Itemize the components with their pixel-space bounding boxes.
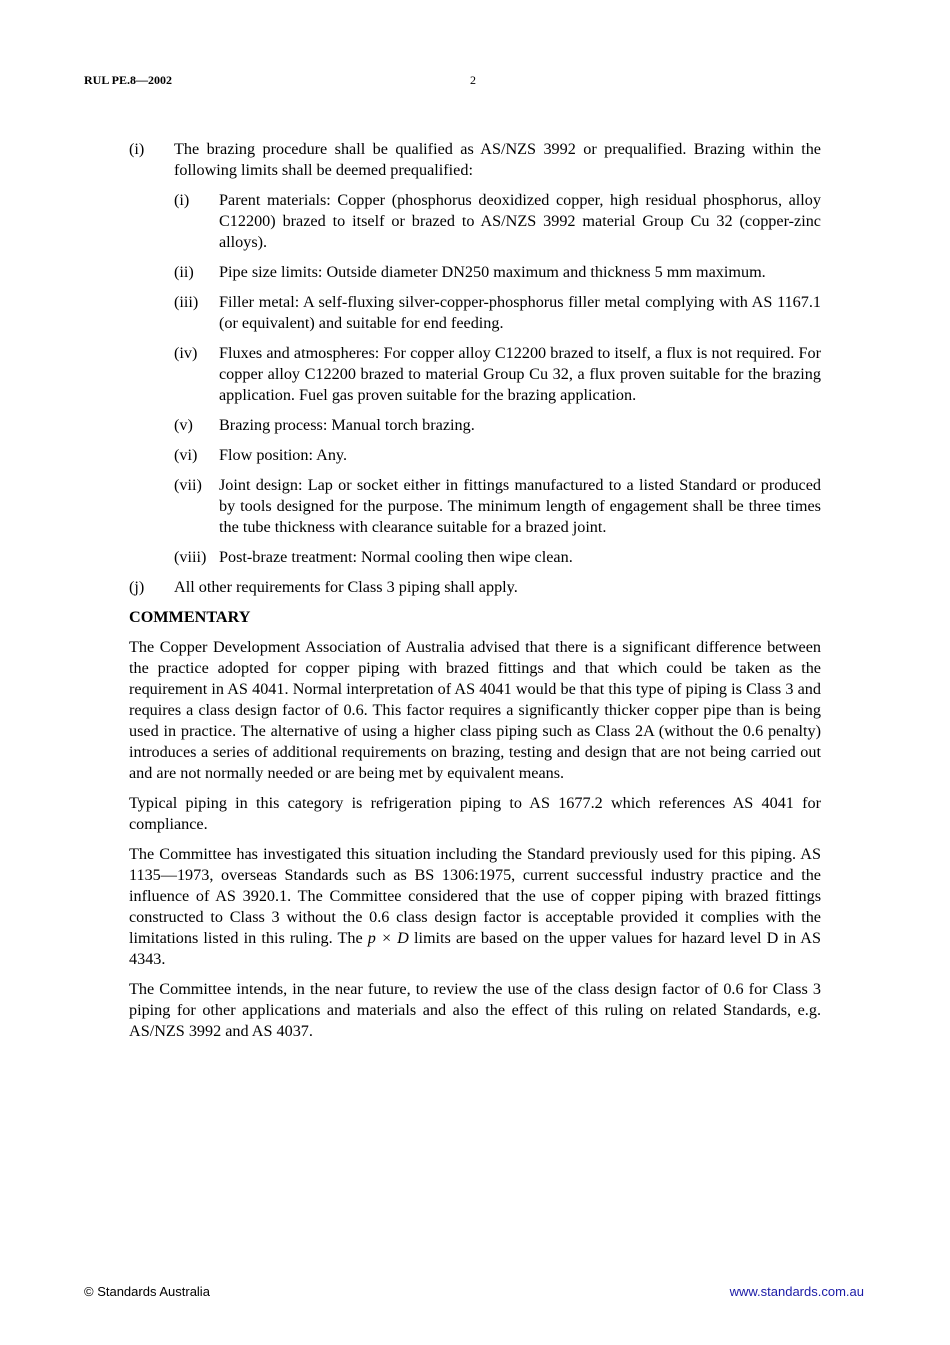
sub-item <box>174 190 821 253</box>
sub-item <box>174 547 821 568</box>
sub-item <box>174 475 821 538</box>
item-label: (i) <box>129 140 145 158</box>
sub-item-label: (iii) <box>174 293 199 311</box>
sub-item-label: (vi) <box>174 446 198 464</box>
commentary-paragraph: The Committee intends, in the near future, to review the use of the class design factor of 0.6 for Class 3 piping for other applications and materials and also the effect of this ruling on related Standards, e.g. AS/NZS 3992 and AS 4037. <box>129 980 821 1040</box>
math-expression: p × D <box>367 929 409 947</box>
sub-item <box>174 262 821 283</box>
website-link[interactable]: www.standards.com.au <box>729 1284 864 1299</box>
commentary-paragraph: Typical piping in this category is refrigeration piping to AS 1677.2 which references AS 4041 for compliance. <box>129 794 821 833</box>
sub-item-label: (iv) <box>174 344 198 362</box>
sub-item-label: (v) <box>174 416 193 434</box>
sub-item-text: Filler metal: A self-fluxing silver-copper-phosphorus filler metal complying with AS 1167.1 (or equivalent) and suitable for end feeding. <box>219 293 821 332</box>
sub-item <box>174 415 821 436</box>
sub-item-text: Joint design: Lap or socket either in fittings manufactured to a listed Standard or produced by tools designed for the purpose. The minimum length of engagement shall be three times the tube thickness with clearance suitable for a brazed joint. <box>219 476 821 536</box>
sub-item <box>174 445 821 466</box>
page-number: 2 <box>470 73 476 87</box>
sub-item-text: Brazing process: Manual torch brazing. <box>219 416 475 434</box>
sub-item-text: Fluxes and atmospheres: For copper alloy C12200 brazed to itself, a flux is not required. For copper alloy C12200 brazed to material Group Cu 32, a flux proven suitable for the brazing application. Fuel gas proven suitable for the brazing application. <box>219 344 821 404</box>
sub-item-label: (viii) <box>174 548 207 566</box>
item-label: (j) <box>129 578 145 596</box>
sub-item <box>174 292 821 334</box>
sub-item-label: (vii) <box>174 476 202 494</box>
copyright-notice: © Standards Australia <box>84 1284 210 1299</box>
sub-item-text: Post-braze treatment: Normal cooling then wipe clean. <box>219 548 573 566</box>
list-item-j <box>129 577 821 598</box>
sub-item-label: (ii) <box>174 263 194 281</box>
sub-item <box>174 343 821 406</box>
item-text: All other requirements for Class 3 piping shall apply. <box>174 578 518 596</box>
paragraph-text: limits are based on the upper values for hazard level D in AS 4343. <box>129 929 821 968</box>
sub-item-label: (i) <box>174 191 190 209</box>
sub-item-text: Pipe size limits: Outside diameter DN250 maximum and thickness 5 mm maximum. <box>219 263 766 281</box>
commentary-paragraph: The Copper Development Association of Australia advised that there is a significant difference between the practice adopted for copper piping with brazed fittings and that which could be taken as the requirement in AS 4041. Normal interpretation of AS 4041 would be that this type of piping is Class 3 and requires a class design factor of 0.6. This factor requires a significantly thicker copper pipe than is being used in practice. The alternative of using a higher class piping such as Class 2A (without the 0.6 penalty) introduces a series of additional requirements on brazing, testing and design that are not being carried out and are not normally needed or are being met by equivalent means. <box>129 638 821 782</box>
commentary-paragraph <box>129 844 821 970</box>
commentary-heading: COMMENTARY <box>129 608 251 626</box>
item-text: The brazing procedure shall be qualified as AS/NZS 3992 or prequalified. Brazing within the following limits shall be deemed prequalified: <box>174 140 821 179</box>
list-item-i <box>129 139 821 568</box>
sub-item-text: Parent materials: Copper (phosphorus deoxidized copper, high residual phosphorus, alloy C12200) brazed to itself or brazed to AS/NZS 3992 material Group Cu 32 (copper-zinc alloys). <box>219 191 821 251</box>
paragraph-text: The Committee has investigated this situation including the Standard previously used for this piping. AS 1135—1973, overseas Standards such as BS 1306:1975, current successful industry practice and the influence of AS 3920.1. The Committee considered that the use of copper piping with brazed fittings constructed to Class 3 without the 0.6 class design factor is acceptable provided it complies with the limitations listed in this ruling. The <box>129 845 821 947</box>
ruling-content <box>129 139 821 1051</box>
document-reference: RUL PE.8—2002 <box>84 73 173 87</box>
sub-item-text: Flow position: Any. <box>219 446 348 464</box>
